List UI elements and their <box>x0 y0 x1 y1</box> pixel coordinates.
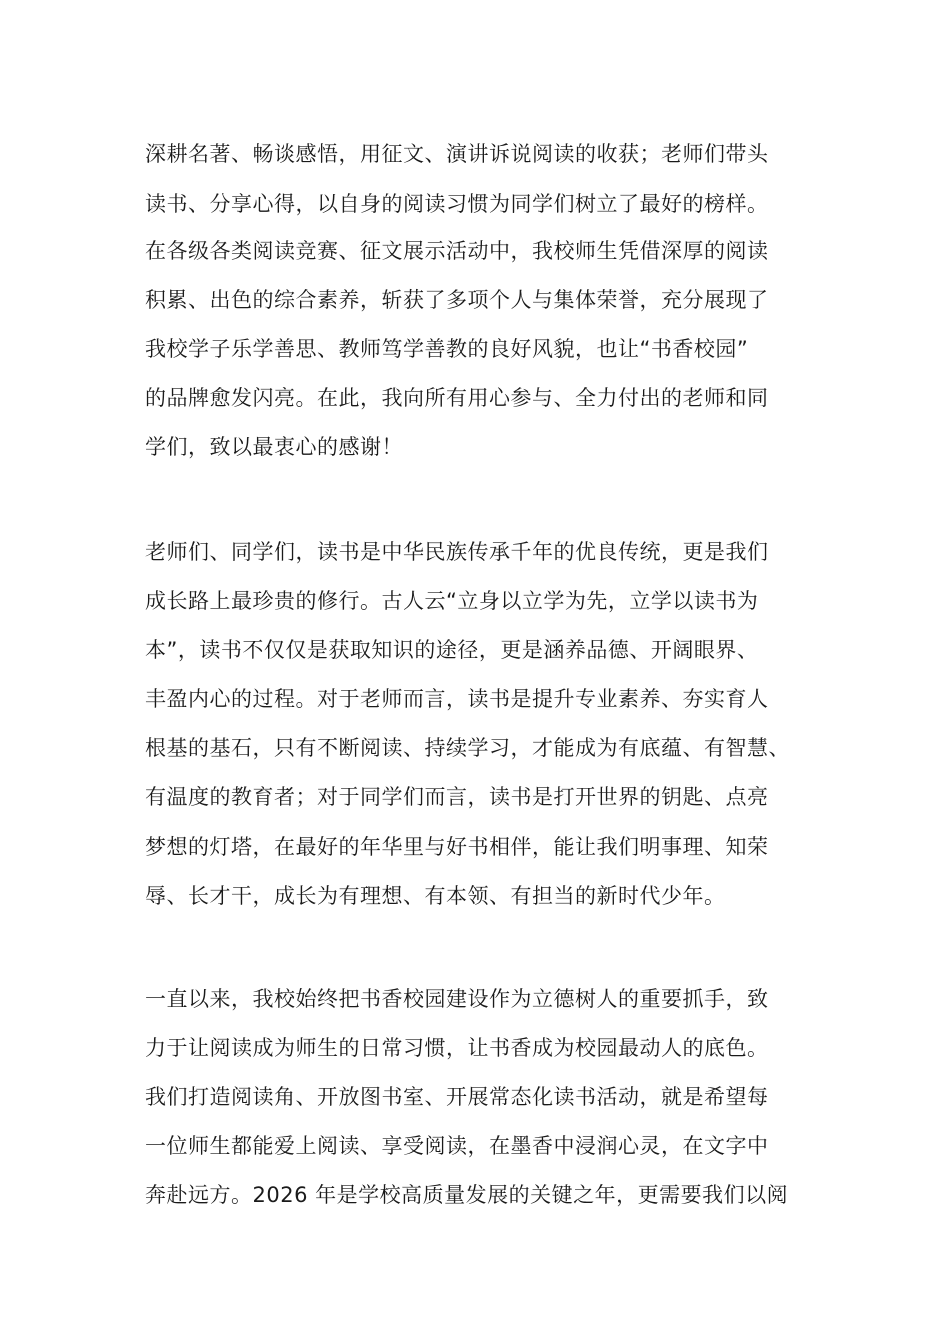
paragraph-2-line-2: 成长路上最珍贵的修行。古人云“立身以立学为先，立学以读书为 <box>145 589 759 613</box>
paragraph-2-line-8: 辱、长才干，成长为有理想、有本领、有担当的新时代少年。 <box>145 884 726 908</box>
paragraph-2-line-1: 老师们、同学们，读书是中华民族传承千年的优良传统，更是我们 <box>145 540 769 564</box>
paragraph-1-line-3: 在各级各类阅读竞赛、征文展示活动中，我校师生凭借深厚的阅读 <box>145 239 769 263</box>
paragraph-2-line-7: 梦想的灯塔，在最好的年华里与好书相伴，能让我们明事理、知荣 <box>145 835 769 859</box>
paragraph-1-line-4: 积累、出色的综合素养，斩获了多项个人与集体荣誉，充分展现了 <box>145 288 769 312</box>
paragraph-3-line-2: 力于让阅读成为师生的日常习惯，让书香成为校园最动人的底色。 <box>145 1036 769 1060</box>
paragraph-3-line-3: 我们打造阅读角、开放图书室、开展常态化读书活动，就是希望每 <box>145 1085 769 1109</box>
paragraph-2-line-3: 本”，读书不仅仅是获取知识的途径，更是涵养品德、开阔眼界、 <box>145 638 759 662</box>
paragraph-1-line-5: 我校学子乐学善思、教师笃学善教的良好风貌，也让“书香校园” <box>145 337 749 361</box>
paragraph-3-line-1: 一直以来，我校始终把书香校园建设作为立德树人的重要抓手，致 <box>145 987 769 1011</box>
paragraph-1-line-2: 读书、分享心得，以自身的阅读习惯为同学们树立了最好的榜样。 <box>145 192 769 216</box>
paragraph-1-line-1: 深耕名著、畅谈感悟，用征文、演讲诉说阅读的收获；老师们带头 <box>145 142 769 166</box>
paragraph-3-line-5: 奔赴远方。2026 年是学校高质量发展的关键之年，更需要我们以阅 <box>145 1183 789 1207</box>
paragraph-1-line-6: 的品牌愈发闪亮。在此，我向所有用心参与、全力付出的老师和同 <box>145 386 769 410</box>
paragraph-2-line-5: 根基的基石，只有不断阅读、持续学习，才能成为有底蕴、有智慧、 <box>145 736 790 760</box>
paragraph-2-line-4: 丰盈内心的过程。对于老师而言，读书是提升专业素养、夯实育人 <box>145 687 769 711</box>
paragraph-2-line-6: 有温度的教育者；对于同学们而言，读书是打开世界的钥匙、点亮 <box>145 785 769 809</box>
paragraph-1-line-7: 学们，致以最衷心的感谢！ <box>145 435 403 459</box>
paragraph-3-line-4: 一位师生都能爱上阅读、享受阅读，在墨香中浸润心灵，在文字中 <box>145 1134 769 1158</box>
